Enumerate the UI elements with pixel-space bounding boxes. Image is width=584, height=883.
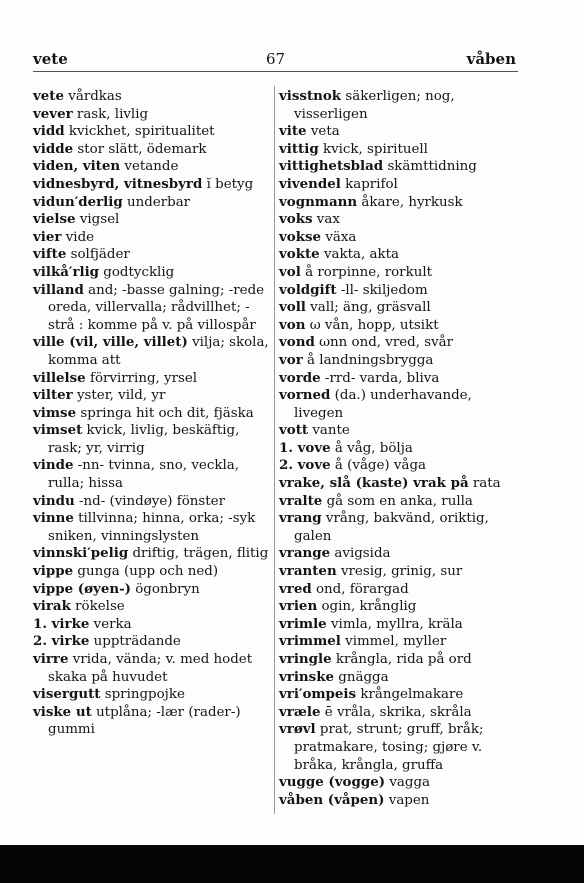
- headword: vidde: [33, 140, 74, 157]
- headword: vrange: [279, 545, 331, 562]
- definition: vrång, bakvänd, oriktig, galen: [294, 511, 489, 544]
- headword: voll: [279, 299, 306, 316]
- headword: vippe: [33, 563, 74, 580]
- dictionary-entry: [279, 211, 519, 229]
- definition: uppträdande: [93, 634, 181, 650]
- dictionary-entry: [279, 686, 519, 704]
- dictionary-entry: [33, 334, 270, 369]
- definition: ond, förargad: [315, 581, 409, 597]
- dictionary-entry: [279, 158, 519, 176]
- headword: vimse: [33, 404, 77, 421]
- definition: (da.) underhavande, livegen: [294, 388, 472, 421]
- definition: vax: [316, 212, 340, 228]
- headword: vinde: [33, 457, 74, 474]
- headword: vræle: [279, 703, 321, 720]
- definition: vimmel, myller: [345, 634, 447, 650]
- headword: vrøvl: [279, 721, 316, 738]
- dictionary-entry: [33, 211, 270, 229]
- definition: gunga (upp och ned): [77, 564, 219, 580]
- definition: vilja; skola, komma att: [48, 335, 269, 368]
- headword: vielse: [33, 211, 76, 228]
- headword: vifte: [33, 246, 67, 263]
- definition: gå som en anka, rulla: [326, 493, 473, 509]
- definition: vimla, myllra, kräla: [330, 616, 463, 632]
- headword: vrimle: [279, 615, 327, 632]
- definition: vagga: [389, 775, 431, 791]
- definition: vapen: [388, 792, 430, 808]
- definition: ögonbryn: [135, 581, 200, 597]
- dictionary-entry: [33, 704, 270, 739]
- dictionary-entry: [279, 563, 519, 581]
- dictionary-entry: [279, 387, 519, 422]
- dictionary-entry: [33, 633, 270, 651]
- dictionary-entry: [279, 493, 519, 511]
- dictionary-entry: [279, 721, 519, 774]
- dictionary-entry: [33, 176, 270, 194]
- dictionary-entry: [279, 440, 519, 458]
- definition: vall; äng, gräsvall: [310, 300, 431, 316]
- headword: vred: [279, 580, 312, 597]
- definition: -ll- skiljedom: [340, 282, 428, 298]
- definition: ω vån, hopp, utsikt: [309, 317, 439, 333]
- dictionary-entry: [279, 264, 519, 282]
- headword: vidun′derlig: [33, 193, 123, 210]
- definition: stor slätt, ödemark: [77, 141, 207, 157]
- definition: vresig, grinig, sur: [340, 564, 463, 580]
- headword: von: [279, 316, 306, 333]
- definition: förvirring, yrsel: [89, 370, 198, 386]
- headword: vrimmel: [279, 633, 341, 650]
- headword: 2. virke: [33, 633, 90, 650]
- definition: gnägga: [338, 669, 389, 685]
- definition: -rrd- varda, bliva: [324, 370, 440, 386]
- definition: rask, livlig: [76, 106, 149, 122]
- headword: vippe (øyen-): [33, 580, 131, 597]
- dictionary-entry: [279, 246, 519, 264]
- dictionary-entry: [33, 581, 270, 599]
- dictionary-entry: [279, 194, 519, 212]
- headword: vite: [279, 123, 307, 140]
- definition: kvick, spirituell: [322, 141, 428, 157]
- headword: vinnski′pelig: [33, 545, 129, 562]
- definition: utplåna; -lær (rader-) gummi: [48, 704, 241, 738]
- headword: vilter: [33, 387, 73, 404]
- dictionary-entry: [33, 457, 270, 492]
- definition: -nn- tvinna, sno, veckla, rulla; hissa: [48, 458, 239, 492]
- left-column: [33, 88, 270, 739]
- headword: vol: [279, 263, 301, 280]
- definition: vide: [65, 229, 95, 245]
- definition: å landningsbrygga: [307, 352, 434, 368]
- definition: godtycklig: [103, 264, 175, 280]
- definition: växa: [325, 229, 357, 245]
- dictionary-entry: [279, 651, 519, 669]
- headword: vott: [279, 422, 309, 439]
- headword: 1. virke: [33, 615, 90, 632]
- right-column: [279, 88, 519, 809]
- headword: vidd: [33, 123, 65, 140]
- dictionary-entry: [33, 651, 270, 686]
- dictionary-entry: [279, 704, 519, 722]
- headword: vittig: [279, 140, 319, 157]
- dictionary-entry: [33, 616, 270, 634]
- headword: voldgift: [279, 281, 337, 298]
- definition: å våg, bölja: [334, 440, 413, 456]
- definition: kvickhet, spiritualitet: [68, 124, 215, 140]
- dictionary-entry: [279, 774, 519, 792]
- dictionary-entry: [279, 370, 519, 388]
- dictionary-entry: [33, 158, 270, 176]
- definition: vetande: [124, 159, 179, 175]
- dictionary-entry: [279, 88, 519, 123]
- dictionary-entry: [279, 633, 519, 651]
- dictionary-entry: [33, 141, 270, 159]
- dictionary-entry: [279, 581, 519, 599]
- headword: vittighetsblad: [279, 158, 384, 175]
- headword: vorned: [279, 387, 331, 404]
- headword: vinne: [33, 510, 74, 527]
- headword: vrinske: [279, 668, 334, 685]
- dictionary-entry: [279, 282, 519, 300]
- dictionary-entry: [33, 405, 270, 423]
- definition: krångla, rida på ord: [335, 652, 472, 667]
- dictionary-entry: [33, 123, 270, 141]
- definition: säkerligen; nog, visserligen: [294, 89, 455, 122]
- dictionary-entry: [33, 246, 270, 264]
- dictionary-entry: [279, 176, 519, 194]
- headword: vokte: [279, 246, 320, 263]
- definition: underbar: [126, 194, 191, 210]
- headword: 1. vove: [279, 439, 331, 456]
- definition: prat, strunt; gruff, bråk; pratmakare, tosing; gjøre v. bråka, krångla, gruffa: [294, 722, 484, 773]
- dictionary-entry: [279, 317, 519, 335]
- definition: skämttidning: [387, 159, 477, 175]
- headword: 2. vove: [279, 457, 331, 474]
- headword: voks: [279, 211, 313, 228]
- header-left-guideword: vete: [33, 50, 68, 68]
- headword: vrien: [279, 598, 318, 615]
- headword: vivendel: [279, 175, 341, 192]
- header-rule: [33, 71, 518, 72]
- headword: vrang: [279, 510, 322, 527]
- definition: ĭ betyg: [206, 176, 254, 192]
- dictionary-entry: [279, 475, 519, 493]
- header-right-guideword: våben: [466, 50, 516, 68]
- definition: springpojke: [104, 687, 185, 703]
- definition: kaprifol: [345, 176, 398, 192]
- headword: vugge (vogge): [279, 774, 386, 791]
- definition: vrida, vända; v. med hodet skaka på huvudet: [48, 652, 253, 685]
- definition: ē vråla, skrika, skråla: [324, 704, 472, 720]
- headword: vever: [33, 105, 73, 122]
- dictionary-entry: [33, 370, 270, 388]
- definition: yster, vild, yr: [76, 388, 166, 404]
- definition: ogin, krånglig: [321, 599, 417, 615]
- dictionary-entry: [279, 229, 519, 247]
- dictionary-entry: [33, 229, 270, 247]
- headword: virre: [33, 651, 69, 667]
- dictionary-entry: [279, 792, 519, 810]
- dictionary-entry: [279, 510, 519, 545]
- definition: krångelmakare: [360, 687, 464, 703]
- headword: visergutt: [33, 686, 101, 703]
- definition: veta: [310, 124, 340, 140]
- column-divider: [274, 86, 275, 814]
- dictionary-entry: [279, 545, 519, 563]
- definition: -nd- (vindøye) fönster: [78, 493, 225, 509]
- definition: å rorpinne, rorkult: [305, 264, 432, 280]
- dictionary-entry: [33, 686, 270, 704]
- dictionary-entry: [279, 669, 519, 687]
- headword: vorde: [279, 369, 321, 386]
- scan-bottom-edge: [0, 845, 584, 883]
- definition: avigsida: [334, 546, 391, 562]
- dictionary-entry: [279, 352, 519, 370]
- headword: vognmann: [279, 193, 358, 210]
- definition: driftig, trägen, flitig: [132, 546, 269, 562]
- dictionary-entry: [33, 387, 270, 405]
- definition: rata: [472, 476, 501, 492]
- headword: vor: [279, 351, 303, 368]
- dictionary-entry: [33, 422, 270, 457]
- headword: vralte: [279, 492, 323, 509]
- definition: vigsel: [79, 212, 120, 228]
- headword: villand: [33, 281, 84, 298]
- dictionary-entry: [279, 616, 519, 634]
- headword: vidnesbyrd, vitnesbyrd: [33, 175, 203, 192]
- definition: åkare, hyrkusk: [361, 194, 463, 210]
- dictionary-entry: [33, 545, 270, 563]
- dictionary-entry: [33, 194, 270, 212]
- page-number: 67: [266, 50, 286, 68]
- dictionary-entry: [33, 106, 270, 124]
- headword: vri′ompeis: [279, 686, 357, 703]
- headword: viske ut: [33, 703, 92, 720]
- definition: kvick, livlig, beskäftig, rask; yr, virrig: [48, 423, 240, 456]
- headword: vrake, slå (kaste) vrak på: [279, 475, 469, 492]
- dictionary-entry: [279, 141, 519, 159]
- headword: vilkå′rlig: [33, 263, 100, 280]
- definition: and; -basse galning; -rede oreda, villervalla; rådvillhet; -strå : komme på v. på villospår: [48, 282, 265, 333]
- headword: vimset: [33, 422, 83, 439]
- headword: våben (våpen): [279, 791, 385, 808]
- dictionary-entry: [33, 88, 270, 106]
- dictionary-entry: [33, 493, 270, 511]
- definition: springa hit och dit, fjäska: [80, 405, 254, 421]
- headword: virak: [33, 598, 71, 615]
- headword: vond: [279, 334, 315, 351]
- dictionary-entry: [279, 123, 519, 141]
- definition: ωnn ond, vred, svår: [319, 335, 454, 351]
- dictionary-entry: [33, 264, 270, 282]
- definition: vante: [312, 423, 350, 439]
- definition: å (våge) våga: [334, 458, 427, 474]
- dictionary-entry: [33, 282, 270, 335]
- headword: vringle: [279, 651, 332, 667]
- definition: vakta, akta: [323, 247, 399, 263]
- definition: verka: [93, 616, 132, 632]
- dictionary-entry: [279, 457, 519, 475]
- definition: vårdkas: [68, 89, 122, 104]
- headword: vete: [33, 88, 65, 104]
- dictionary-entry: [33, 598, 270, 616]
- headword: viden, viten: [33, 158, 121, 175]
- headword: vokse: [279, 228, 322, 245]
- headword: vranten: [279, 563, 337, 580]
- dictionary-entry: [279, 334, 519, 352]
- dictionary-entry: [279, 299, 519, 317]
- headword: villelse: [33, 369, 86, 386]
- definition: tillvinna; hinna, orka; -syk sniken, vinningslystеn: [48, 511, 256, 544]
- definition: rökelse: [75, 599, 125, 615]
- headword: ville (vil, ville, villet): [33, 334, 188, 351]
- dictionary-entry: [279, 422, 519, 440]
- dictionary-entry: [279, 598, 519, 616]
- headword: visstnok: [279, 88, 342, 104]
- definition: solfjäder: [70, 247, 130, 263]
- headword: vindu: [33, 492, 75, 509]
- dictionary-entry: [33, 510, 270, 545]
- dictionary-entry: [33, 563, 270, 581]
- headword: vier: [33, 228, 62, 245]
